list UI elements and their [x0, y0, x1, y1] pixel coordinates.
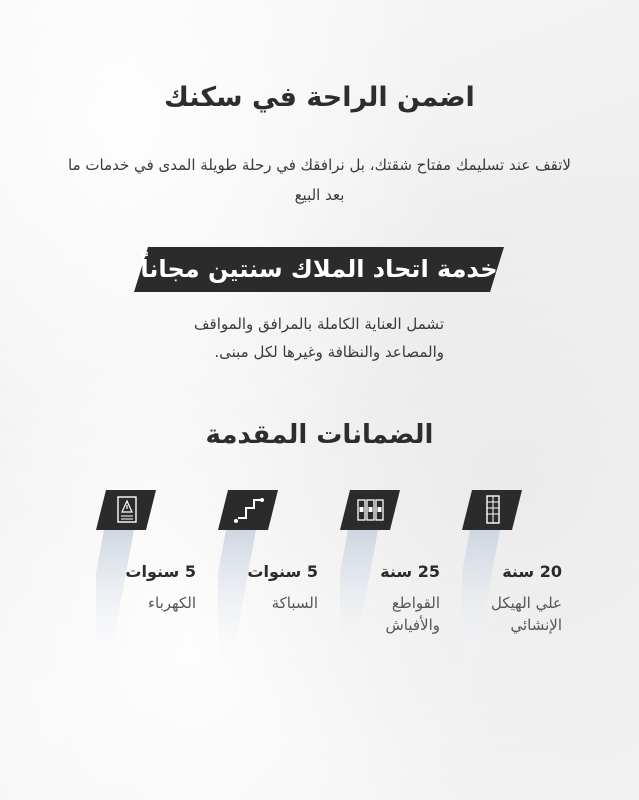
guarantee-value: 25 سنة — [380, 562, 440, 581]
guarantee-value: 20 سنة — [502, 562, 562, 581]
plumbing-icon — [218, 490, 278, 534]
electric-panel-icon — [96, 490, 156, 534]
banner-text: خدمة اتحاد الملاك سنتين مجاناً — [140, 255, 498, 283]
guarantee-value: 5 سنوات — [125, 562, 196, 581]
guarantee-label: القواطع والأفياش — [385, 594, 440, 634]
guarantee-card-plumbing — [218, 490, 338, 690]
intro-text: لاتقف عند تسليمك مفتاح شقتك، بل نرافقك في رحلة طويلة المدى في خدمات ما بعد البيع — [68, 156, 571, 204]
guarantees-title: الضمانات المقدمة — [205, 420, 434, 450]
guarantee-card-structure — [462, 490, 582, 690]
service-description: تشمل العناية الكاملة بالمرافق والمواقف والمصاعد والنظافة وغيرها لكل مبنى. — [194, 315, 444, 361]
page-title: اضمن الراحة في سكنك — [164, 82, 475, 113]
guarantee-card-breakers — [340, 490, 460, 690]
guarantee-label: الكهرباء — [147, 594, 196, 612]
guarantee-value: 5 سنوات — [247, 562, 318, 581]
circuit-breaker-icon — [340, 490, 400, 534]
guarantee-label: علي الهيكل الإنشائي — [490, 594, 562, 634]
guarantee-card-electricity — [96, 490, 216, 690]
guarantee-label: السباكة — [271, 594, 318, 612]
service-banner — [134, 247, 504, 292]
building-icon — [462, 490, 522, 534]
